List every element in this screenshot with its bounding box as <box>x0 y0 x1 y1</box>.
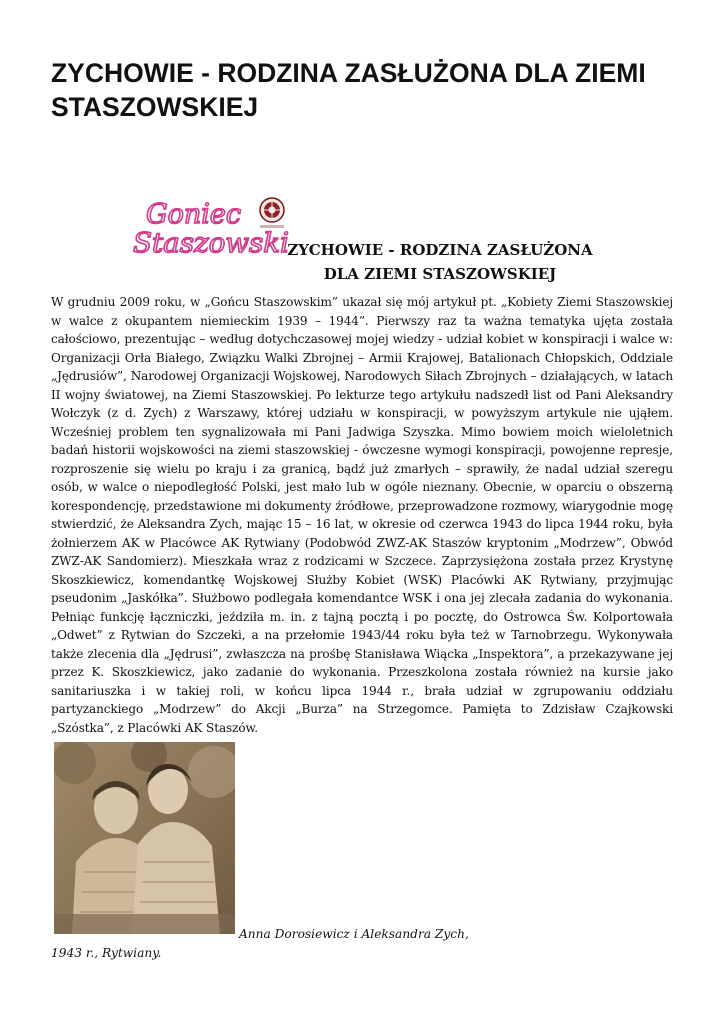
caption-line-1: Anna Dorosiewicz i Aleksandra Zych, <box>239 927 469 941</box>
page-title: ZYCHOWIE - RODZINA ZASŁUŻONA DLA ZIEMI STASZOWSKIEJ <box>51 58 646 122</box>
seal-icon <box>260 198 284 222</box>
sepia-portrait-photo <box>54 742 235 934</box>
article-body: W grudniu 2009 roku, w „Gońcu Staszowskim” ukazał się mój artykuł pt. „Kobiety Ziemi Staszowskiej w walce z okupantem niemieckim 1939 – 1944”. Pierwszy raz ta ważna tematyka ujęta została całościowo, prezentując – według dotychczasowej mojej wiedzy - udział kobiet w konspiracji i walce w: Organizacji Orła Białego, Związku Walki Zbrojnej – Armii Krajowej, Batalionach Chłopskich, Oddziale „Jędrusiów”, Narodowej Organizacji Wojskowej, Narodowych Siłach Zbrojnych – działających, w latach II wojny światowej, na Ziemi Staszowskiej. Po lekturze tego artykułu nadszedł list od Pani Aleksandry Wołczyk (z d. Zych) z Warszawy, której udziału w konspiracji, w powyższym artykule nie ująłem. Wcześniej problem ten sygnalizowała mi Pani Jadwiga Szyszka. Mimo bowiem moich wieloletnich badań historii wojskowości na ziemi staszowskiej - ówczesne wymogi konspiracji, powojenne represje, rozproszenie się wielu po kraju i za granicą, bądź już zmarłych – sprawiły, że nadal udział szeregu osób, w walce o niepodległość Polski, jest mało lub w ogóle nieznany. Obecnie, w oparciu o obszerną korespondencję, przedstawione mi dokumenty źródłowe, przeprowadzone rozmowy, wiarygodnie mogę stwierdzić, że Aleksandra Zych, mając 15 – 16 lat, w okresie od czerwca 1943 do lipca 1944 roku, była żołnierzem AK w Placówce AK Rytwiany (Podobwód ZWZ-AK Staszów kryptonim „Modrzew”, Obwód ZWZ-AK Sandomierz). Mieszkała wraz z rodzicami w Szczece. Zaprzysiężona została przez Krystynę Skoszkiewicz, komendantkę Wojskowej Służby Kobiet (WSK) Placówki AK Rytwiany, przyjmując pseudonim „Jaskółka”. Służbowo podlegała komendantce WSK i ona jej zlecała zadania do wykonania. Pełniąc funkcję łączniczki, jeździła m. in. z tajną pocztą i po pocztę, do Ostrowca Św. Kolportowała „Odwet” z Rytwian do Szczeki, a na przełomie 1943/44 roku była też w Tarnobrzegu. Wykonywała także zlecenia dla „Jędrusi”, zwłaszcza na prośbę Stanisława Wiącka „Inspektora”, a przekazywane jej przez K. Skoszkiewicz, jako zadanie do wykonania. Przeszkolona została również na kursie jako sanitariuszka i w takiej roli, w końcu lipca 1944 r., brała udział w zgrupowaniu oddziału partyzanckiego „Modrzew” do Akcji „Burza” na Strzegomce. Pamięta to Zdzisław Czajkowski „Szóstka”, z Placówki AK Staszów. <box>51 295 673 735</box>
logo-text-goniec: Goniec <box>146 199 241 230</box>
logo-text-staszowski: Staszowski <box>133 228 289 256</box>
subtitle-line-1: ZYCHOWIE - RODZINA ZASŁUŻONA <box>287 241 593 259</box>
subtitle-line-2: DLA ZIEMI STASZOWSKIEJ <box>323 265 557 283</box>
caption-line-2: 1943 r., Rytwiany. <box>51 945 162 960</box>
photo-caption <box>51 925 481 962</box>
article-subtitle <box>240 238 640 286</box>
photo-graphic <box>54 742 235 934</box>
